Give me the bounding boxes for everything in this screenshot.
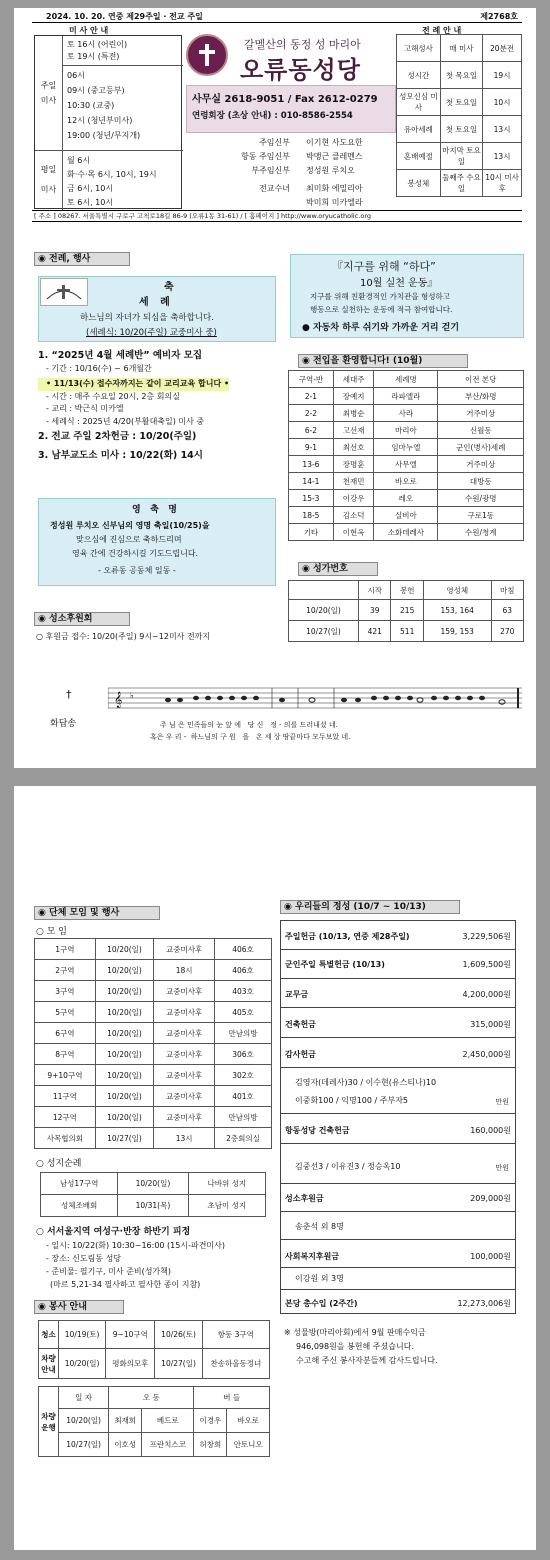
car-cell: 프란치스코 xyxy=(142,1433,194,1457)
mass-weekday-2: 화·수·목 6시, 10시, 19시 xyxy=(67,170,157,179)
meeting-cell: 교중미사후 xyxy=(154,1107,215,1128)
ceremony-cell: 둘째주 수요일 xyxy=(440,170,482,197)
office-phone: 사무실 2618-9051 / Fax 2612-0279 xyxy=(192,94,378,105)
car-header: 오 동 xyxy=(109,1387,194,1409)
welcome-cell: 라파엘라 xyxy=(374,388,438,405)
pilgrimage-label: ○ 성지순례 xyxy=(36,1159,82,1169)
feast-signature: - 오류동 공동체 일동 - xyxy=(98,566,176,575)
meeting-cell: 10/20(일) xyxy=(95,960,153,981)
retreat-title: ○ 서서울지역 여성구·반장 하반기 피정 xyxy=(36,1227,191,1237)
car-header: 버 들 xyxy=(194,1387,270,1409)
mass-sun-5: 19:00 (청년/무지개) xyxy=(67,131,141,140)
offering-amount: 4,200,000원 xyxy=(462,990,511,999)
staff-name-5: 박미희 미카엘라 xyxy=(306,198,363,207)
mass-guide-title: 미 사 안 내 xyxy=(69,26,109,35)
welcome-cell: 13-6 xyxy=(289,456,334,473)
meeting-cell: 406호 xyxy=(215,939,272,960)
hymn-cell: 159, 153 xyxy=(423,621,491,642)
section-welcome: ◉ 전입을 환영합니다! (10월) xyxy=(298,354,468,368)
offering-amount: 2,450,000원 xyxy=(462,1050,511,1059)
hymn-cell: 511 xyxy=(391,621,423,642)
meeting-cell: 교중미사후 xyxy=(154,1002,215,1023)
pilgrim-cell: 10/20(일) xyxy=(118,1173,188,1195)
meeting-cell: 10/27(일) xyxy=(95,1128,153,1149)
bulletin-page-1 xyxy=(14,8,536,768)
pilgrim-cell: 성체조배회 xyxy=(41,1195,118,1217)
retreat-note: (마르 5,21-34 필사하고 필사한 종이 지참) xyxy=(50,1280,201,1289)
meeting-cell: 405호 xyxy=(215,1002,272,1023)
hymn-header: 시작 xyxy=(359,581,391,600)
notice-1-time: - 시간 : 매주 수요일 20시, 2층 회의실 xyxy=(46,391,180,401)
meeting-cell: 401호 xyxy=(215,1086,272,1107)
welcome-cell: 대방동 xyxy=(438,473,524,490)
svg-text:𝄞: 𝄞 xyxy=(114,692,123,708)
offering-amount: 1,609,500원 xyxy=(462,960,511,969)
service-cell: 평화의모후 xyxy=(106,1349,155,1379)
car-cell: 최재희 xyxy=(109,1409,142,1433)
welcome-cell: 부산/화명 xyxy=(438,388,524,405)
ceremony-table xyxy=(396,34,522,197)
staff-name-3: 정성원 루치오 xyxy=(306,166,355,175)
service-cell: 10/20(일) xyxy=(59,1349,106,1379)
meeting-cell: 306호 xyxy=(215,1044,272,1065)
offering-label: 건축헌금 xyxy=(285,1020,316,1029)
meeting-cell: 10/20(일) xyxy=(95,1002,153,1023)
baptism-title-2: 세 례 xyxy=(139,297,174,308)
meeting-cell: 교중미사후 xyxy=(154,1044,215,1065)
donors-line-1: 김영자(데레사)30 / 이수현(유스티나)10 xyxy=(295,1078,437,1087)
welcome-cell: 18-5 xyxy=(289,507,334,524)
meeting-cell: 10/20(일) xyxy=(95,981,153,1002)
parish-name: 오류동성당 xyxy=(240,56,361,84)
service-cell: 항동 3구역 xyxy=(202,1321,269,1349)
meeting-cell: 사목협의회 xyxy=(35,1128,96,1149)
welcome-cell: 마리아 xyxy=(374,422,438,439)
meeting-cell: 5구역 xyxy=(35,1002,96,1023)
welcome-cell: 사라 xyxy=(374,405,438,422)
hymn-table xyxy=(288,580,524,642)
car-cell: 안토니오 xyxy=(227,1433,270,1457)
footnote-1: ※ 성물방(마리아회)에서 9월 판매수익금 xyxy=(284,1328,426,1337)
welcome-cell: 이현옥 xyxy=(333,524,373,541)
ceremony-cell: 10시 xyxy=(483,89,522,116)
meeting-cell: 10/20(일) xyxy=(95,1086,153,1107)
pilgrim-cell: 10/31(목) xyxy=(118,1195,188,1217)
mass-weekday-3: 금 6시, 10시 xyxy=(67,184,114,193)
donors-vocation: 송춘석 외 8명 xyxy=(295,1222,344,1231)
mass-sun-3: 10:30 (교중) xyxy=(67,101,115,110)
meeting-cell: 302호 xyxy=(215,1065,272,1086)
meeting-cell: 10/20(일) xyxy=(95,1023,153,1044)
welcome-cell: 15-3 xyxy=(289,490,334,507)
hymn-cell: 215 xyxy=(391,600,423,621)
notice-3: 3. 남부교도소 미사 : 10/22(화) 14시 xyxy=(38,449,203,461)
offering-label: 항동성당 건축헌금 xyxy=(285,1126,350,1135)
welcome-cell: 최선호 xyxy=(333,439,373,456)
donors-line-3: 김중선3 / 이유진3 / 정승옥10 xyxy=(295,1162,401,1171)
meetings-label: ○ 모 임 xyxy=(36,927,67,937)
welcome-cell: 김소덕 xyxy=(333,507,373,524)
parish-subtitle: 갈멜산의 동정 성 마리아 xyxy=(244,38,361,51)
ceremony-cell: 유아세례 xyxy=(397,116,441,143)
mass-sun-1: 06시 xyxy=(67,71,85,80)
meetings-table xyxy=(34,938,272,1149)
baptism-title-1: 축 xyxy=(164,282,174,293)
mass-sat-1: 토 16시 (어린이) xyxy=(67,40,128,49)
meeting-cell: 1구역 xyxy=(35,939,96,960)
retreat-items: - 준비물: 필기구, 미사 준비(성가책) xyxy=(46,1267,172,1276)
ceremony-guide-title: 전 례 안 내 xyxy=(422,26,462,35)
psalm-lyrics-2: 혹은 우 리 - 하느님의 구 원 을 온 세 상 땅끝마다 모두보았 네. xyxy=(150,733,351,741)
car-cell: 이호성 xyxy=(109,1433,142,1457)
offering-label: 주일헌금 (10/13, 연중 제28주일) xyxy=(285,932,410,941)
welcome-cell: 사무엘 xyxy=(374,456,438,473)
psalm-cross: † xyxy=(66,688,72,701)
offering-label: 성소후원금 xyxy=(285,1194,324,1203)
issue-number: 제2768호 xyxy=(480,12,518,21)
car-label: 차량 운행 xyxy=(39,1387,59,1457)
meeting-cell: 10/20(일) xyxy=(95,1044,153,1065)
offering-label: 감사헌금 xyxy=(285,1050,316,1059)
pilgrim-cell: 남성17구역 xyxy=(41,1173,118,1195)
section-offerings: ◉ 우리들의 정성 (10/7 ~ 10/13) xyxy=(280,900,460,914)
meeting-cell: 9+10구역 xyxy=(35,1065,96,1086)
ceremony-cell: 혼배예절 xyxy=(397,143,441,170)
ceremony-cell: 봉성체 xyxy=(397,170,441,197)
ceremony-cell: 고해성사 xyxy=(397,35,441,62)
total-label: 본당 총수입 (2주간) xyxy=(285,1299,358,1308)
donors-unit: 만원 xyxy=(495,1164,509,1172)
staff-name-2: 박맹근 클레멘스 xyxy=(306,152,363,161)
baptism-text: 하느님의 자녀가 되심을 축하합니다. xyxy=(80,313,214,323)
feast-line-2: 맞으심에 진심으로 축하드리며 xyxy=(76,535,182,544)
ceremony-cell: 매 미사 xyxy=(440,35,482,62)
staff-role-1: 주임신부 xyxy=(259,138,290,147)
section-service: ◉ 봉사 안내 xyxy=(34,1300,124,1314)
notice-1: 1. “2025년 4월 세례반” 예비자 모집 xyxy=(38,350,203,361)
ceremony-cell: 13시 xyxy=(483,116,522,143)
welcome-cell: 거주미상 xyxy=(438,405,524,422)
welcome-cell: 소화데레사 xyxy=(374,524,438,541)
meeting-cell: 만남의방 xyxy=(215,1107,272,1128)
baptism-date: (세례식: 10/20(주일) 교중미사 중) xyxy=(86,328,217,338)
welcome-header: 세례명 xyxy=(374,371,438,388)
car-cell: 베드로 xyxy=(142,1409,194,1433)
car-header: 일 자 xyxy=(59,1387,109,1409)
meeting-cell: 3구역 xyxy=(35,981,96,1002)
meeting-cell: 교중미사후 xyxy=(154,1023,215,1044)
welcome-cell: 실비아 xyxy=(374,507,438,524)
car-cell: 이경우 xyxy=(194,1409,227,1433)
staff-role-4: 전교수녀 xyxy=(259,184,290,193)
hymn-header: 봉헌 xyxy=(391,581,423,600)
welcome-header: 세대주 xyxy=(333,371,373,388)
welcome-header: 구역-반 xyxy=(289,371,334,388)
offering-amount: 209,000원 xyxy=(470,1194,511,1203)
retreat-place: - 장소: 신도림동 성당 xyxy=(46,1254,122,1263)
traffic-label: 차량 안내 xyxy=(39,1349,59,1379)
earth-body-1: 지구를 위해 친환경적인 가치관을 형성하고 xyxy=(310,292,450,301)
hymn-cell: 10/20(일) xyxy=(289,600,359,621)
welcome-cell: 레오 xyxy=(374,490,438,507)
meeting-cell: 6구역 xyxy=(35,1023,96,1044)
hymn-cell: 63 xyxy=(491,600,524,621)
car-cell: 바오로 xyxy=(227,1409,270,1433)
welcome-cell: 2-2 xyxy=(289,405,334,422)
earth-title: 『지구를 위해 “하다” xyxy=(332,260,436,273)
staff-name-1: 이기현 사도요한 xyxy=(306,138,363,147)
earth-action: ● 자동차 하루 쉬기와 가까운 거리 걷기 xyxy=(302,323,460,333)
service-cell: 10/26(토) xyxy=(155,1321,202,1349)
meeting-cell: 2층회의실 xyxy=(215,1128,272,1149)
hymn-cell: 39 xyxy=(359,600,391,621)
ceremony-cell: 13시 xyxy=(483,143,522,170)
mass-weekday-1: 월 6시 xyxy=(67,156,91,165)
pilgrimage-table xyxy=(40,1172,266,1217)
meeting-cell: 교중미사후 xyxy=(154,1065,215,1086)
feast-line-3: 영육 간에 건강하시길 기도드립니다. xyxy=(72,549,199,558)
pilgrim-cell: 나바위 성지 xyxy=(188,1173,265,1195)
welcome-cell: 2-1 xyxy=(289,388,334,405)
mass-sun-4: 12시 (청년부미사) xyxy=(67,116,133,125)
service-cell: 찬송하올동정녀 xyxy=(202,1349,269,1379)
welcome-cell: 최병순 xyxy=(333,405,373,422)
service-cell: 10/27(일) xyxy=(155,1349,202,1379)
mass-weekday-4: 토 6시, 10시 xyxy=(67,198,114,207)
hymn-header: 마침 xyxy=(491,581,524,600)
welcome-cell: 구로1동 xyxy=(438,507,524,524)
welcome-cell: 6-2 xyxy=(289,422,334,439)
notice-1-period: - 기간 : 10/16(수) ~ 6개월간 xyxy=(46,363,152,373)
staff-role-2: 항동 주임신부 xyxy=(241,152,290,161)
welcome-cell: 임마누엘 xyxy=(374,439,438,456)
meeting-cell: 만남의방 xyxy=(215,1023,272,1044)
clean-label: 청소 xyxy=(39,1321,59,1349)
donors-line-2: 이중화100 / 익명100 / 주부자5 xyxy=(295,1096,409,1105)
offering-amount: 100,000원 xyxy=(470,1252,511,1261)
donors-unit: 만원 xyxy=(495,1098,509,1106)
meeting-cell: 10/20(일) xyxy=(95,1107,153,1128)
section-groups: ◉ 단체 모임 및 행사 xyxy=(34,906,160,920)
earth-body-2: 행동으로 실천하는 운동에 적극 참여합니다. xyxy=(310,305,453,314)
welcome-cell: 수원/광명 xyxy=(438,490,524,507)
offering-amount: 3,229,506원 xyxy=(462,932,511,941)
baptism-image xyxy=(40,278,88,306)
ceremony-cell: 성시간 xyxy=(397,62,441,89)
pilgrim-cell: 초남이 성지 xyxy=(188,1195,265,1217)
welcome-cell: 신월동 xyxy=(438,422,524,439)
section-liturgy: ◉ 전례, 행사 xyxy=(34,252,130,266)
feast-line-1: 정성원 루치오 신부님의 영명 축일(10/25)을 xyxy=(50,521,210,530)
offering-label: 사회복지후원금 xyxy=(285,1252,340,1261)
meeting-cell: 교중미사후 xyxy=(154,981,215,1002)
hymn-cell: 153, 164 xyxy=(423,600,491,621)
meeting-cell: 10/20(일) xyxy=(95,939,153,960)
notice-1-highlight: • 11/13(수) 접수자까지는 같이 교리교육 합니다 • xyxy=(38,378,229,391)
welcome-header: 이전 본당 xyxy=(438,371,524,388)
car-cell: 10/20(일) xyxy=(59,1409,109,1433)
ceremony-cell: 마지막 토요일 xyxy=(440,143,482,170)
hymn-cell: 270 xyxy=(491,621,524,642)
car-cell: 10/27(일) xyxy=(59,1433,109,1457)
notice-2: 2. 전교 주일 2차헌금 : 10/20(주일) xyxy=(38,431,197,442)
ceremony-cell: 성모신심 미사 xyxy=(397,89,441,116)
footnote-3: 수고해 주신 봉사자분들께 감사드립니다. xyxy=(296,1356,438,1365)
donors-welfare: 이강원 외 3명 xyxy=(295,1274,344,1283)
section-vocation-support: ◉ 성소후원회 xyxy=(34,612,130,626)
offering-amount: 160,000원 xyxy=(470,1126,511,1135)
welcome-cell: 장명훈 xyxy=(333,456,373,473)
welcome-table xyxy=(288,370,524,541)
address-bar: [ 주소 ] 08267. 서울특별시 구로구 고척로18길 86-9 (오류1동 31-61) / [ 홈페이지 ] http://www.oryucatholic.org xyxy=(32,210,522,222)
meeting-cell: 8구역 xyxy=(35,1044,96,1065)
offerings-box xyxy=(280,920,516,1314)
offering-amount: 315,000원 xyxy=(470,1020,511,1029)
meeting-cell: 18시 xyxy=(154,960,215,981)
notice-1-baptism: - 세례식 : 2025년 4/20(부활대축일) 미사 중 xyxy=(46,416,205,426)
footnote-2: 946,098원을 봉헌해 주셨습니다. xyxy=(296,1342,414,1351)
issue-date: 2024. 10. 20. 연중 제29주일 · 전교 주일 xyxy=(46,12,203,21)
parish-logo xyxy=(186,34,228,76)
earth-subtitle: 10월 실천 운동』 xyxy=(360,278,438,289)
meeting-cell: 403호 xyxy=(215,981,272,1002)
car-cell: 허창희 xyxy=(194,1433,227,1457)
ceremony-cell: 첫 토요일 xyxy=(440,89,482,116)
meeting-cell: 12구역 xyxy=(35,1107,96,1128)
welcome-cell: 이강우 xyxy=(333,490,373,507)
ceremony-cell: 20분전 xyxy=(483,35,522,62)
offering-label: 교무금 xyxy=(285,990,309,999)
meeting-cell: 교중미사후 xyxy=(154,939,215,960)
support-text: ○ 후원금 접수: 10/20(주일) 9시~12미사 전까지 xyxy=(36,632,211,641)
psalm-lyrics-1: 주 님 은 민족들의 눈 앞 에 당 신 정 - 의를 드러내셨 네. xyxy=(160,721,338,729)
welcome-cell: 장예지 xyxy=(333,388,373,405)
meeting-cell: 교중미사후 xyxy=(154,1086,215,1107)
meeting-cell: 2구역 xyxy=(35,960,96,981)
meeting-cell: 406호 xyxy=(215,960,272,981)
ceremony-cell: 19시 xyxy=(483,62,522,89)
ceremony-cell: 첫 토요일 xyxy=(440,116,482,143)
hymn-cell: 10/27(일) xyxy=(289,621,359,642)
mass-sat-2: 토 19시 (특전) xyxy=(67,52,120,61)
car-service-table xyxy=(38,1386,270,1457)
feast-title: 영 축 명 xyxy=(132,505,177,515)
service-table xyxy=(38,1320,270,1379)
bulletin-page-2 xyxy=(14,786,536,1550)
psalm-score xyxy=(108,682,524,718)
service-cell: 9~10구역 xyxy=(106,1321,155,1349)
weekday-mass-label: 평일 미사 xyxy=(35,150,63,210)
svg-text:♭: ♭ xyxy=(130,691,134,700)
meeting-cell: 10/20(일) xyxy=(95,1065,153,1086)
welcome-cell: 고선재 xyxy=(333,422,373,439)
sunday-mass-label: 주일 미사 xyxy=(35,36,63,150)
total-amount: 12,273,006원 xyxy=(457,1299,511,1308)
offering-label: 군인주일 특별헌금 (10/13) xyxy=(285,960,385,969)
service-cell: 10/19(토) xyxy=(59,1321,106,1349)
welcome-cell: 9-1 xyxy=(289,439,334,456)
hymn-header xyxy=(289,581,359,600)
welcome-cell: 기타 xyxy=(289,524,334,541)
ceremony-cell: 첫 목요일 xyxy=(440,62,482,89)
meeting-cell: 11구역 xyxy=(35,1086,96,1107)
hymn-cell: 421 xyxy=(359,621,391,642)
mass-schedule-box xyxy=(34,35,182,209)
welcome-cell: 수원/청계 xyxy=(438,524,524,541)
welcome-cell: 군인(병사)세례 xyxy=(438,439,524,456)
mass-sun-2: 09시 (중고등부) xyxy=(67,86,125,95)
welcome-cell: 거주미상 xyxy=(438,456,524,473)
meeting-cell: 13시 xyxy=(154,1128,215,1149)
psalm-label: 화답송 xyxy=(50,719,77,729)
section-hymns: ◉ 성가번호 xyxy=(298,562,378,576)
ceremony-cell: 10시 미사후 xyxy=(483,170,522,197)
hymn-header: 영성체 xyxy=(423,581,491,600)
staff-name-4: 최미화 에밀리아 xyxy=(306,184,363,193)
welcome-cell: 바오로 xyxy=(374,473,438,490)
welcome-cell: 14-1 xyxy=(289,473,334,490)
welcome-cell: 천재민 xyxy=(333,473,373,490)
funeral-contact: 연령회장 (초상 안내) : 010-8586-2554 xyxy=(192,111,353,121)
notice-1-teacher: - 교리 : 박근식 미카엘 xyxy=(46,404,124,413)
retreat-date: - 일시: 10/22(화) 10:30~16:00 (15시-파견미사) xyxy=(46,1241,225,1250)
staff-role-3: 부주임신부 xyxy=(251,166,290,175)
